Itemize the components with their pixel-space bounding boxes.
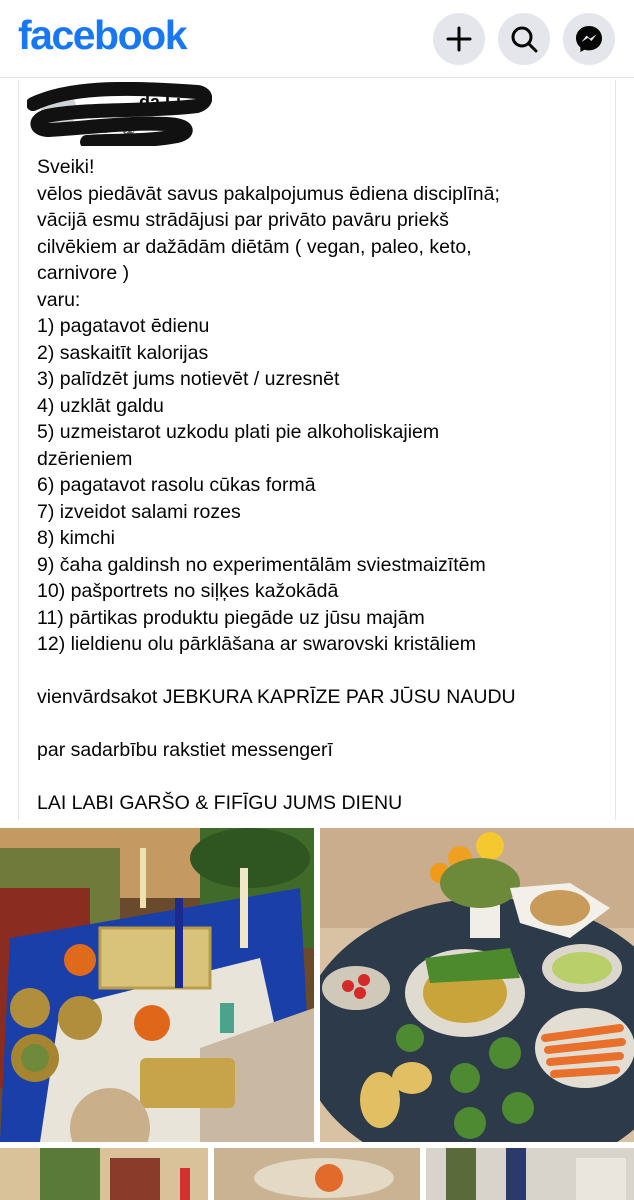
post-line: 9) čaha galdinsh no experimentālām sviestmaizītēm xyxy=(37,553,486,576)
create-button[interactable] xyxy=(433,13,485,65)
post-blank-line xyxy=(37,711,607,738)
post-photo-1[interactable] xyxy=(0,828,314,1142)
post-line: 5) uzmeistarot uzkodu plati pie alkoholiskajiem xyxy=(37,421,440,443)
post-line: carnivore ) xyxy=(37,262,130,284)
post-card xyxy=(18,80,616,820)
post-photo-4[interactable] xyxy=(214,1148,420,1200)
post-time[interactable]: 4h xyxy=(91,120,108,137)
meta-dot: · xyxy=(111,120,117,137)
plus-icon xyxy=(446,26,472,52)
post-line: 4) uzklāt galdu xyxy=(37,394,164,417)
messenger-icon xyxy=(574,24,604,54)
post-line: Sveiki! xyxy=(37,156,95,178)
post-line: dzērieniem xyxy=(37,447,133,470)
post-line: 2) saskaitīt kalorijas xyxy=(37,341,209,364)
post-line: 12) lieldienu olu pārklāšana ar swarovski kristāliem xyxy=(37,633,476,655)
post-line: vācijā esmu strādājusi par privāto pavāru priekš xyxy=(37,209,449,231)
post-line: LAI LABI GARŠO & FIFĪGU JUMS DIENU xyxy=(37,792,403,814)
search-button[interactable] xyxy=(498,13,550,65)
facebook-logo[interactable]: facebook xyxy=(18,12,186,58)
post-line: 1) pagatavot ēdienu xyxy=(37,315,210,337)
post-line: vēlos piedāvāt savus pakalpojumus ēdiena disciplīnā; xyxy=(37,182,500,205)
post-line: 11) pārtikas produktu piegāde uz jūsu majām xyxy=(37,606,425,629)
post-text xyxy=(37,154,607,817)
post-line: par sadarbību rakstiet messengerī xyxy=(37,739,333,761)
redaction-scribble xyxy=(27,82,212,146)
post-line: varu: xyxy=(37,288,81,311)
post-line: 8) kimchi xyxy=(37,527,116,549)
post-line: vienvārdsakot JEBKURA KAPRĪZE PAR JŪSU NAUDU xyxy=(37,686,516,708)
post-line: 3) palīdzēt jums notievēt / uzresnēt xyxy=(37,368,340,390)
post-line: 6) pagatavot rasolu cūkas formā xyxy=(37,474,316,496)
post-photo-3[interactable] xyxy=(0,1148,208,1200)
top-bar xyxy=(0,0,634,78)
post-line: 10) pašportrets no siļķes kažokādā xyxy=(37,580,339,602)
author-name[interactable]: …da Li xyxy=(121,92,182,112)
post-line: 7) izveidot salami rozes xyxy=(37,500,241,523)
messenger-button[interactable] xyxy=(563,13,615,65)
post-line: cilvēkiem ar dažādām diētām ( vegan, paleo, keto, xyxy=(37,235,472,258)
post-blank-line xyxy=(37,764,607,791)
post-blank-line xyxy=(37,658,607,685)
search-icon xyxy=(510,25,538,53)
post-photo-5[interactable] xyxy=(426,1148,634,1200)
post-photo-2[interactable] xyxy=(320,828,634,1142)
